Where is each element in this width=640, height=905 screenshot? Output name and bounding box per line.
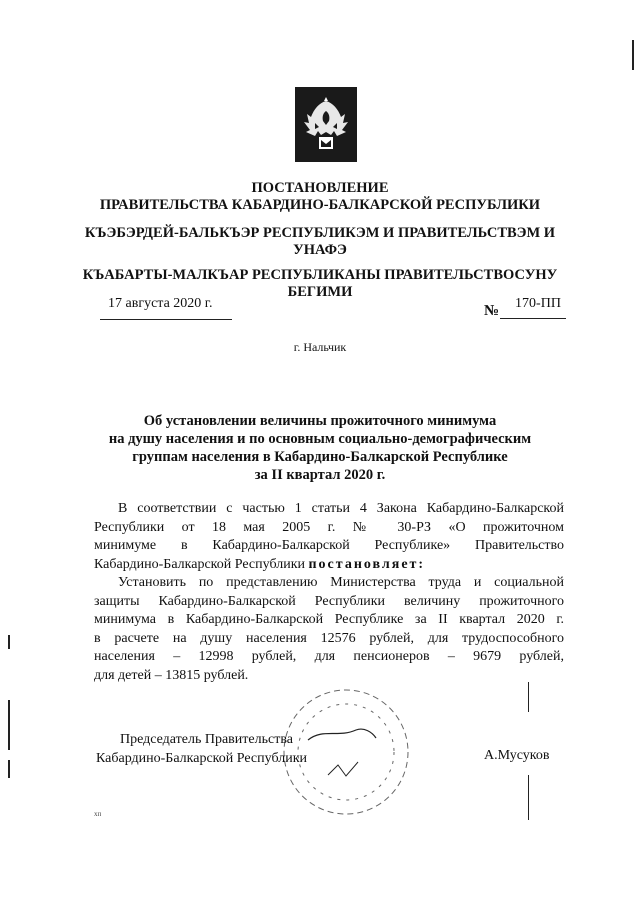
scan-margin-mark — [528, 775, 529, 820]
scan-margin-mark — [528, 682, 529, 712]
number-underline — [500, 318, 566, 319]
signatory-name: А.Мусуков — [484, 748, 550, 763]
coat-of-arms-emblem — [295, 87, 357, 162]
decree-keyword: постановляет: — [308, 556, 426, 572]
decision-paragraph — [94, 574, 564, 685]
date-underline — [100, 319, 232, 320]
document-city: г. Нальчик — [293, 340, 347, 354]
preamble-prefix: Кабардино-Балкарской Республики — [94, 556, 305, 572]
issuer-kabardian-line2: УНАФЭ — [293, 242, 347, 258]
title-line: на душу населения и по основным социально-демографическим — [108, 431, 532, 447]
footer-code: хп — [94, 810, 102, 818]
paragraph-line: Республики от 18 мая 2005 г. № 30-РЗ «О прожиточном — [94, 519, 564, 535]
title-line: за II квартал 2020 г. — [254, 467, 386, 483]
paragraph-line — [94, 556, 564, 575]
issuer-karachay-line2: БЕГИМИ — [287, 284, 353, 300]
paragraph-line: минимуме в Кабардино-Балкарской Республике» Правительство — [94, 538, 564, 553]
preamble-paragraph — [94, 500, 564, 574]
paragraph-line: минимума в Кабардино-Балкарской Республике за II квартал 2020 г. — [94, 612, 564, 627]
paragraph-line: В соответствии с частью 1 статьи 4 Закона Кабардино-Балкарской — [118, 501, 564, 516]
document-number: 170-ПП — [515, 296, 561, 311]
issuer-kabardian-line1: КЪЭБЭРДЕЙ-БАЛЬКЪЭР РЕСПУБЛИКЭМ И ПРАВИТЕЛЬСТВЭМ И — [84, 225, 556, 241]
paragraph-line: в расчете на душу населения 12576 рублей, для трудоспособного — [94, 630, 564, 646]
title-line: группам населения в Кабардино-Балкарской Республике — [132, 449, 508, 465]
scan-margin-mark — [8, 635, 10, 649]
signatory-title — [96, 730, 307, 768]
paragraph-line: населения – 12998 рублей, для пенсионеров – 9679 рублей, — [94, 649, 564, 664]
issuer-karachay-line1: КЪАБАРТЫ-МАЛКЪАР РЕСПУБЛИКАНЫ ПРАВИТЕЛЬСТВОСУНУ — [82, 267, 558, 283]
scan-margin-mark — [8, 760, 10, 778]
title-line: Об установлении величины прожиточного минимума — [143, 413, 497, 429]
paragraph-line: Установить по представлению Министерства труда и социальной — [118, 575, 564, 590]
number-sign: № — [484, 303, 500, 319]
signatory-title-line1: Председатель Правительства — [120, 732, 293, 747]
scan-margin-mark — [8, 700, 10, 750]
scan-margin-mark — [632, 40, 634, 70]
signatory-title-line2: Кабардино-Балкарской Республики — [96, 751, 307, 766]
issuer-russian: ПРАВИТЕЛЬСТВА КАБАРДИНО-БАЛКАРСКОЙ РЕСПУБЛИКИ — [99, 197, 541, 213]
document-type: ПОСТАНОВЛЕНИЕ — [251, 180, 389, 196]
document-date: 17 августа 2020 г. — [108, 296, 213, 311]
paragraph-line: защиты Кабардино-Балкарской Республики величину прожиточного — [94, 593, 564, 609]
paragraph-line: для детей – 13815 рублей. — [94, 667, 249, 683]
document-title — [80, 412, 560, 484]
